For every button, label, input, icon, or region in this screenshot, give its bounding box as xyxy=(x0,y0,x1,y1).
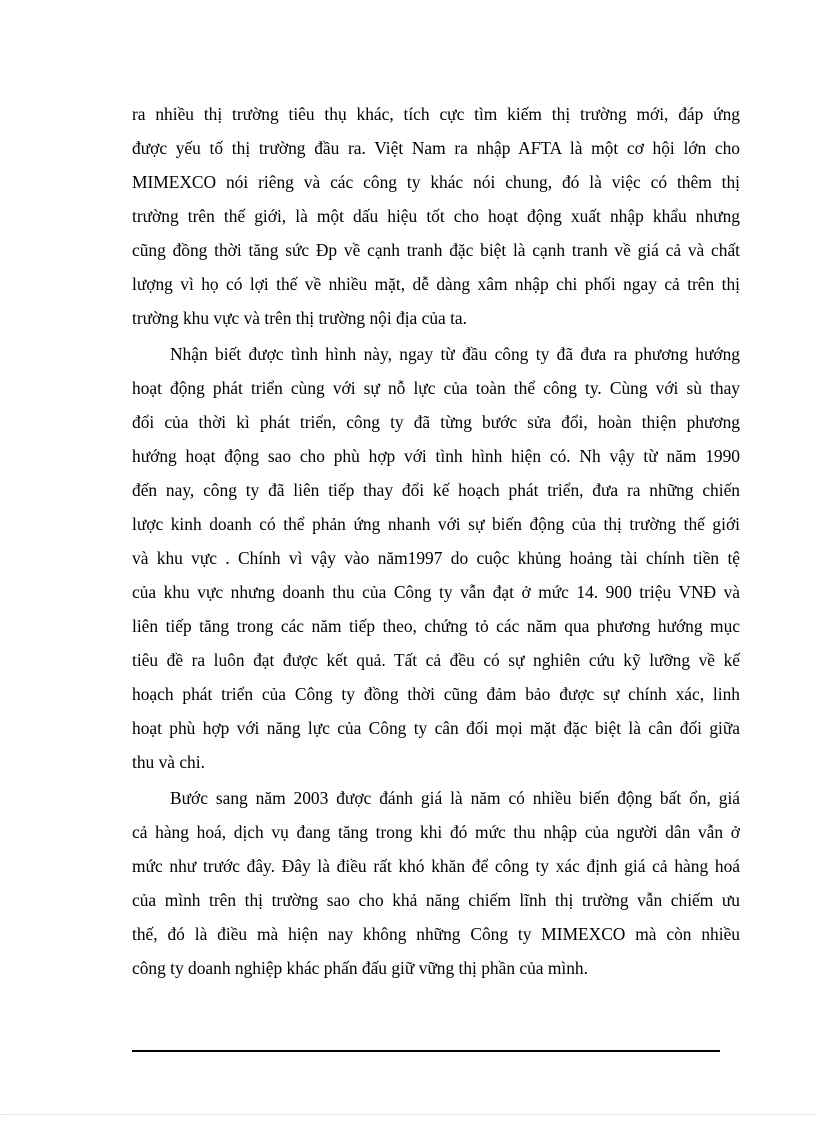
text-line: cũng đồng thời tăng sức Đp về cạnh tranh đặc biệt là cạnh tranh về giá cả và chất xyxy=(132,240,740,260)
text-line: hoạch phát triển của Công ty đồng thời cũng đảm bảo được sự chính xác, linh xyxy=(132,684,740,704)
text-line: Nhận biết được tình hình này, ngay từ đầu công ty đã đưa ra phương hướng xyxy=(170,344,740,364)
text-line: công ty doanh nghiệp khác phấn đấu giữ vững thị phần của mình. xyxy=(132,958,588,978)
text-line: được yếu tố thị trường đầu ra. Việt Nam ra nhập AFTA là một cơ hội lớn cho xyxy=(132,138,740,158)
text-line: thế, đó là điều mà hiện nay không những Công ty MIMEXCO mà còn nhiều xyxy=(132,924,740,944)
text-line: lược kinh doanh có thể phản ứng nhanh với sự biến động của thị trường thế giới xyxy=(132,514,740,534)
text-line: cả hàng hoá, dịch vụ đang tăng trong khi đó mức thu nhập của người dân vẫn ở xyxy=(132,822,740,842)
text-line: của khu vực nhưng doanh thu của Công ty vẫn đạt ở mức 14. 900 triệu VNĐ và xyxy=(132,582,740,602)
text-line: hướng hoạt động sao cho phù hợp với tình hình hiện có. Nh vậy từ năm 1990 xyxy=(132,446,740,466)
text-line: ra nhiều thị trường tiêu thụ khác, tích cực tìm kiếm thị trường mới, đáp ứng xyxy=(132,104,740,124)
text-line: đổi của thời kì phát triển, công ty đã từng bước sửa đổi, hoàn thiện phương xyxy=(132,412,740,432)
text-line: liên tiếp tăng trong các năm tiếp theo, chứng tỏ các năm qua phương hướng mục xyxy=(132,616,740,636)
text-line: hoạt phù hợp với năng lực của Công ty cân đối mọi mặt đặc biệt là cân đối giữa xyxy=(132,718,740,738)
text-line: tiêu đề ra luôn đạt được kết quả. Tất cả đều có sự nghiên cứu kỹ lưỡng về kế xyxy=(132,650,740,670)
text-line: Bước sang năm 2003 được đánh giá là năm có nhiều biến động bất ổn, giá xyxy=(170,788,740,808)
text-line: đến nay, công ty đã liên tiếp thay đổi kế hoạch phát triển, đưa ra những chiến xyxy=(132,480,740,500)
text-line: thu và chi. xyxy=(132,752,205,772)
text-line: mức như trước đây. Đây là điều rất khó khăn để công ty xác định giá cả hàng hoá xyxy=(132,856,740,876)
text-line: và khu vực . Chính vì vậy vào năm1997 do cuộc khủng hoảng tài chính tiền tệ xyxy=(132,548,740,568)
text-line: hoạt động phát triển cùng với sự nỗ lực của toàn thể công ty. Cùng với sù thay xyxy=(132,378,740,398)
text-line: trường trên thế giới, là một dấu hiệu tốt cho hoạt động xuất nhập khẩu nhưng xyxy=(132,206,740,226)
footer-rule xyxy=(132,1050,720,1052)
text-line: của mình trên thị trường sao cho khả năng chiếm lĩnh thị trường vẫn chiếm ưu xyxy=(132,890,740,910)
text-line: MIMEXCO nói riêng và các công ty khác nói chung, đó là việc có thêm thị xyxy=(132,172,740,192)
text-line: lượng vì họ có lợi thế về nhiều mặt, dễ dàng xâm nhập chi phối ngay cả trên thị xyxy=(132,274,740,294)
page-bottom-border xyxy=(0,1114,816,1115)
text-line: trường khu vực và trên thị trường nội địa của ta. xyxy=(132,308,467,328)
